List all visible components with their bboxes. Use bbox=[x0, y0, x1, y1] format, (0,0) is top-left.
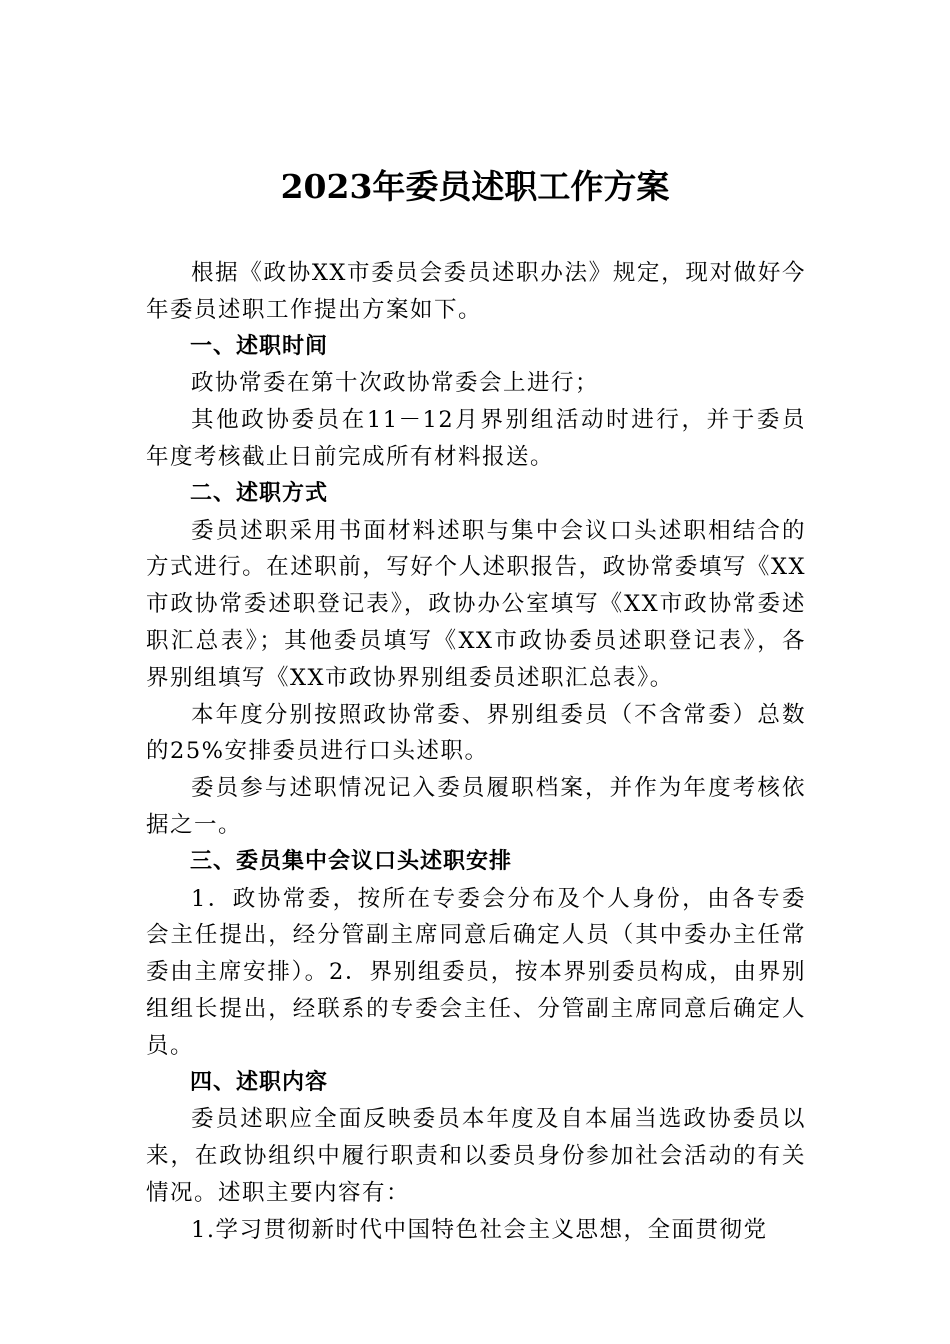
paragraph: 政协常委在第十次政协常委会上进行； bbox=[191, 370, 600, 397]
paragraph: 1．政协常委，按所在专委会分布及个人身份，由各专委会主任提出，经分管副主席同意后确定人员（其中委办主任常委由主席安排）。2．界别组委员，按本界别委员构成，由界别组组长提出，经联系的专委会主任、分管副主席同意后确定人员。 bbox=[146, 885, 806, 1059]
paragraph: 委员述职采用书面材料述职与集中会议口头述职相结合的方式进行。在述职前，写好个人述职报告，政协常委填写《XX市政协常委述职登记表》，政协办公室填写《XX市政协常委述职汇总表》；其他委员填写《XX市政协委员述职登记表》，各界别组填写《XX市政协界别组委员述职汇总表》。 bbox=[146, 517, 806, 691]
section-heading-time: 一、述职时间 bbox=[190, 333, 329, 359]
paragraph: 其他政协委员在11－12月界别组活动时进行，并于委员年度考核截止日前完成所有材料报送。 bbox=[146, 407, 806, 470]
paragraph: 委员参与述职情况记入委员履职档案，并作为年度考核依据之一。 bbox=[146, 775, 806, 838]
paragraph: 委员述职应全面反映委员本年度及自本届当选政协委员以来，在政协组织中履行职责和以委员身份参加社会活动的有关情况。述职主要内容有： bbox=[146, 1106, 806, 1206]
paragraph: 本年度分别按照政协常委、界别组委员（不含常委）总数的25%安排委员进行口头述职。 bbox=[146, 701, 806, 765]
paragraph: 1.学习贯彻新时代中国特色社会主义思想，全面贯彻党 bbox=[191, 1216, 768, 1243]
intro-paragraph: 根据《政协XX市委员会委员述职办法》规定，现对做好今年委员述职工作提出方案如下。 bbox=[146, 260, 806, 323]
document-title: 2023年委员述职工作方案 bbox=[280, 167, 670, 206]
section-heading-arrangement: 三、委员集中会议口头述职安排 bbox=[190, 848, 513, 874]
document-body bbox=[146, 255, 806, 1249]
section-heading-content: 四、述职内容 bbox=[190, 1069, 329, 1095]
section-heading-method: 二、述职方式 bbox=[190, 480, 329, 506]
